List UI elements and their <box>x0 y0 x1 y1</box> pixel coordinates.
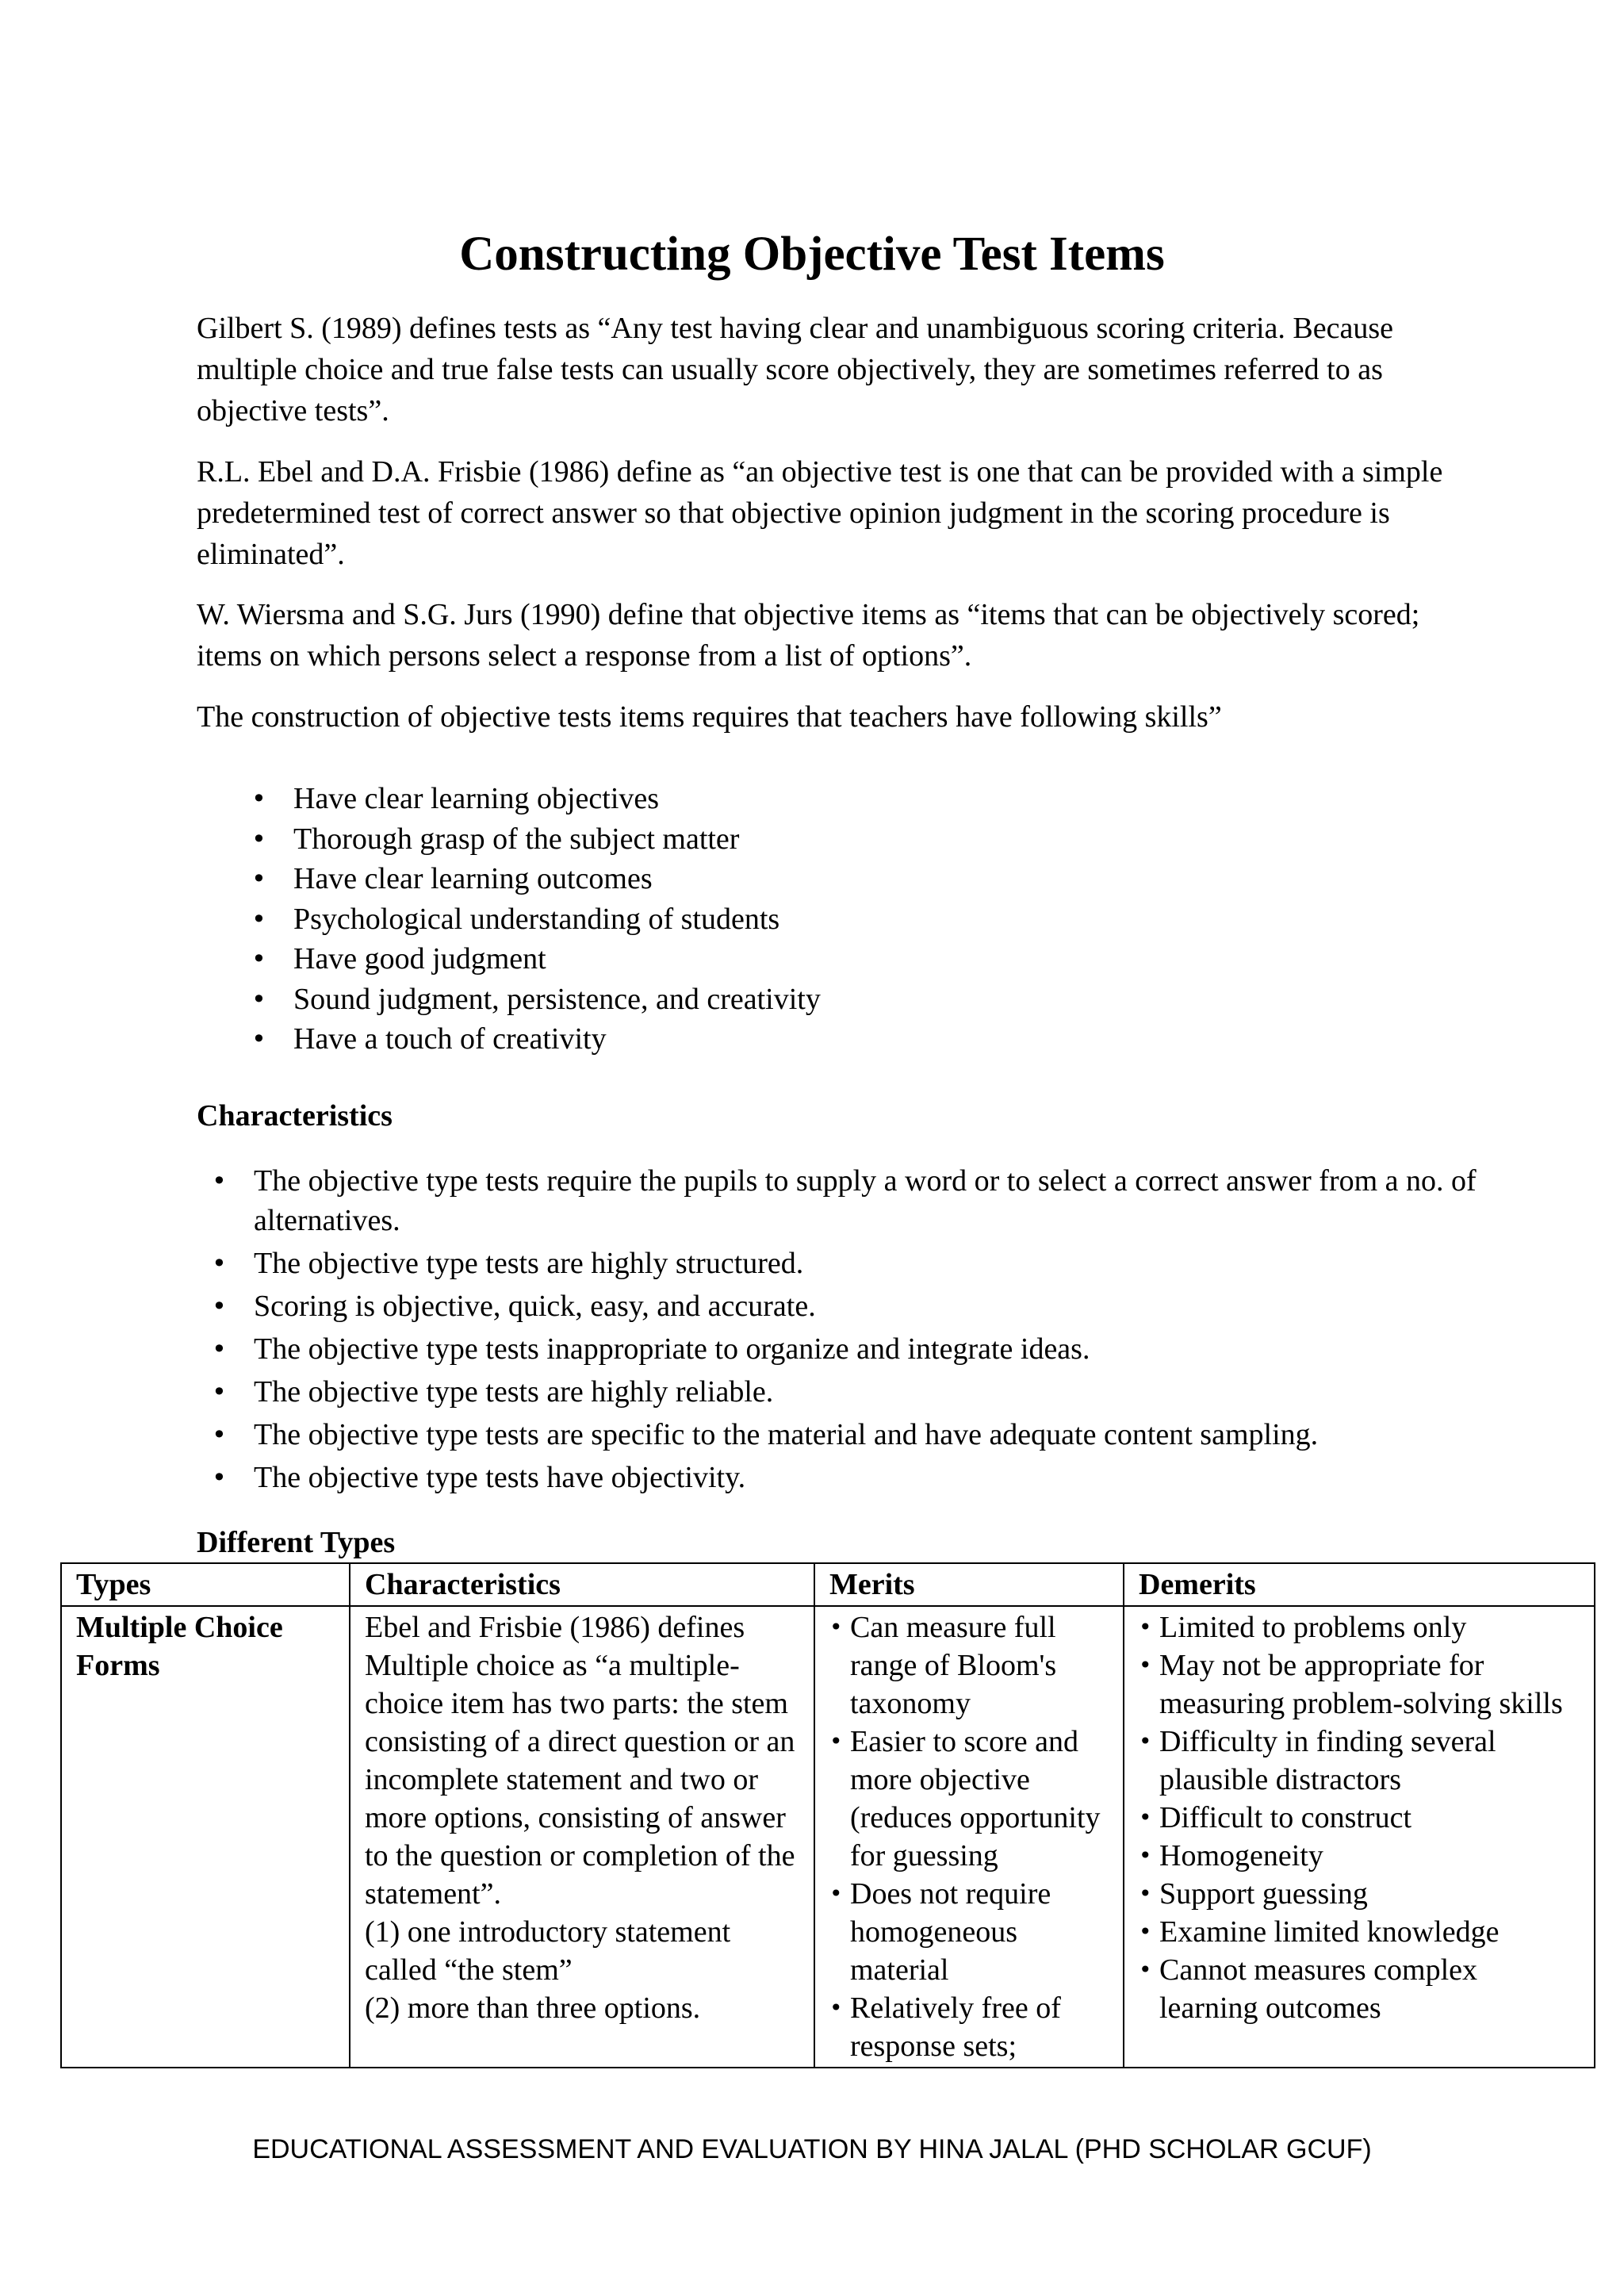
list-item: • Relatively free of response sets; <box>850 1989 1112 2065</box>
skills-intro: The construction of objective tests items requires that teachers have following skills” <box>197 700 1222 734</box>
characteristics-heading: Characteristics <box>197 1099 393 1133</box>
list-item: • Limited to problems only <box>1159 1608 1583 1646</box>
list-item: • The objective type tests inappropriate to organize and integrate ideas. <box>254 1329 1491 1369</box>
list-item: • The objective type tests have objectivity. <box>254 1458 1491 1497</box>
skills-list <box>197 779 1483 1060</box>
list-item: • The objective type tests require the pupils to supply a word or to select a correct answer from a no. of alternatives. <box>254 1161 1491 1240</box>
list-item: • Scoring is objective, quick, easy, and accurate. <box>254 1286 1491 1326</box>
characteristics-part-2: (2) more than three options. <box>365 1991 701 2025</box>
list-item: • The objective type tests are highly reliable. <box>254 1372 1491 1412</box>
list-item: • Thorough grasp of the subject matter <box>293 819 1483 860</box>
merits-list <box>829 1608 1112 2065</box>
definition-wiersma-jurs: W. Wiersma and S.G. Jurs (1990) define that objective items as “items that can be objectively scored; items on which persons select a response from a list of options”. <box>197 598 1420 673</box>
column-header-types: Types <box>61 1563 350 1606</box>
demerits-cell <box>1124 1606 1595 2068</box>
column-header-merits: Merits <box>814 1563 1124 1606</box>
list-item: • Homogeneity <box>1159 1837 1583 1875</box>
list-item: • Difficulty in finding several plausible distractors <box>1159 1723 1583 1799</box>
list-item: • Have clear learning outcomes <box>293 859 1483 899</box>
characteristics-list <box>197 1161 1491 1501</box>
list-item: • Support guessing <box>1159 1875 1583 1913</box>
list-item: • Can measure full range of Bloom's taxonomy <box>850 1608 1112 1723</box>
list-item: • The objective type tests are specific to the material and have adequate content sampling. <box>254 1415 1491 1455</box>
list-item: • Does not require homogeneous material <box>850 1875 1112 1989</box>
definition-gilbert: Gilbert S. (1989) defines tests as “Any test having clear and unambiguous scoring criteria. Because multiple choice and true false tests can usually score objectively, they are sometimes referred to as objective tests”. <box>197 312 1394 427</box>
characteristics-part-1: (1) one introductory statement called “the stem” <box>365 1915 731 1987</box>
list-item: • Easier to score and more objective (reduces opportunity for guessing <box>850 1723 1112 1875</box>
list-item: • Psychological understanding of students <box>293 899 1483 940</box>
list-item: • Cannot measures complex learning outcomes <box>1159 1951 1583 2027</box>
list-item: • The objective type tests are highly structured. <box>254 1244 1491 1283</box>
characteristics-definition: Ebel and Frisbie (1986) defines Multiple choice as “a multiple-choice item has two parts: the stem consisting of a direct question or an incomplete statement and two or more options, consisting of answer to the question or completion of the statement”. <box>365 1611 795 1911</box>
list-item: • Examine limited knowledge <box>1159 1913 1583 1951</box>
list-item: • Have good judgment <box>293 939 1483 979</box>
different-types-heading: Different Types <box>197 1526 396 1559</box>
page-footer: EDUCATIONAL ASSESSMENT AND EVALUATION BY HINA JALAL (PHD SCHOLAR GCUF) <box>252 2134 1372 2164</box>
list-item: • Have a touch of creativity <box>293 1019 1483 1060</box>
types-table <box>60 1562 1595 2068</box>
column-header-demerits: Demerits <box>1124 1563 1595 1606</box>
table-row <box>61 1606 1595 2068</box>
demerits-list <box>1139 1608 1583 2027</box>
characteristics-cell <box>350 1606 814 2068</box>
merits-cell <box>814 1606 1124 2068</box>
list-item: • May not be appropriate for measuring problem-solving skills <box>1159 1646 1583 1723</box>
list-item: • Difficult to construct <box>1159 1799 1583 1837</box>
definition-ebel-frisbie: R.L. Ebel and D.A. Frisbie (1986) define as “an objective test is one that can be provided with a simple predetermined test of correct answer so that objective opinion judgment in the scoring procedure is eliminated”. <box>197 455 1443 571</box>
table-header-row <box>61 1563 1595 1606</box>
type-cell: Multiple Choice Forms <box>61 1606 350 2068</box>
page-title: Constructing Objective Test Items <box>459 228 1165 281</box>
column-header-characteristics: Characteristics <box>350 1563 814 1606</box>
list-item: • Have clear learning objectives <box>293 779 1483 819</box>
list-item: • Sound judgment, persistence, and creativity <box>293 979 1483 1020</box>
